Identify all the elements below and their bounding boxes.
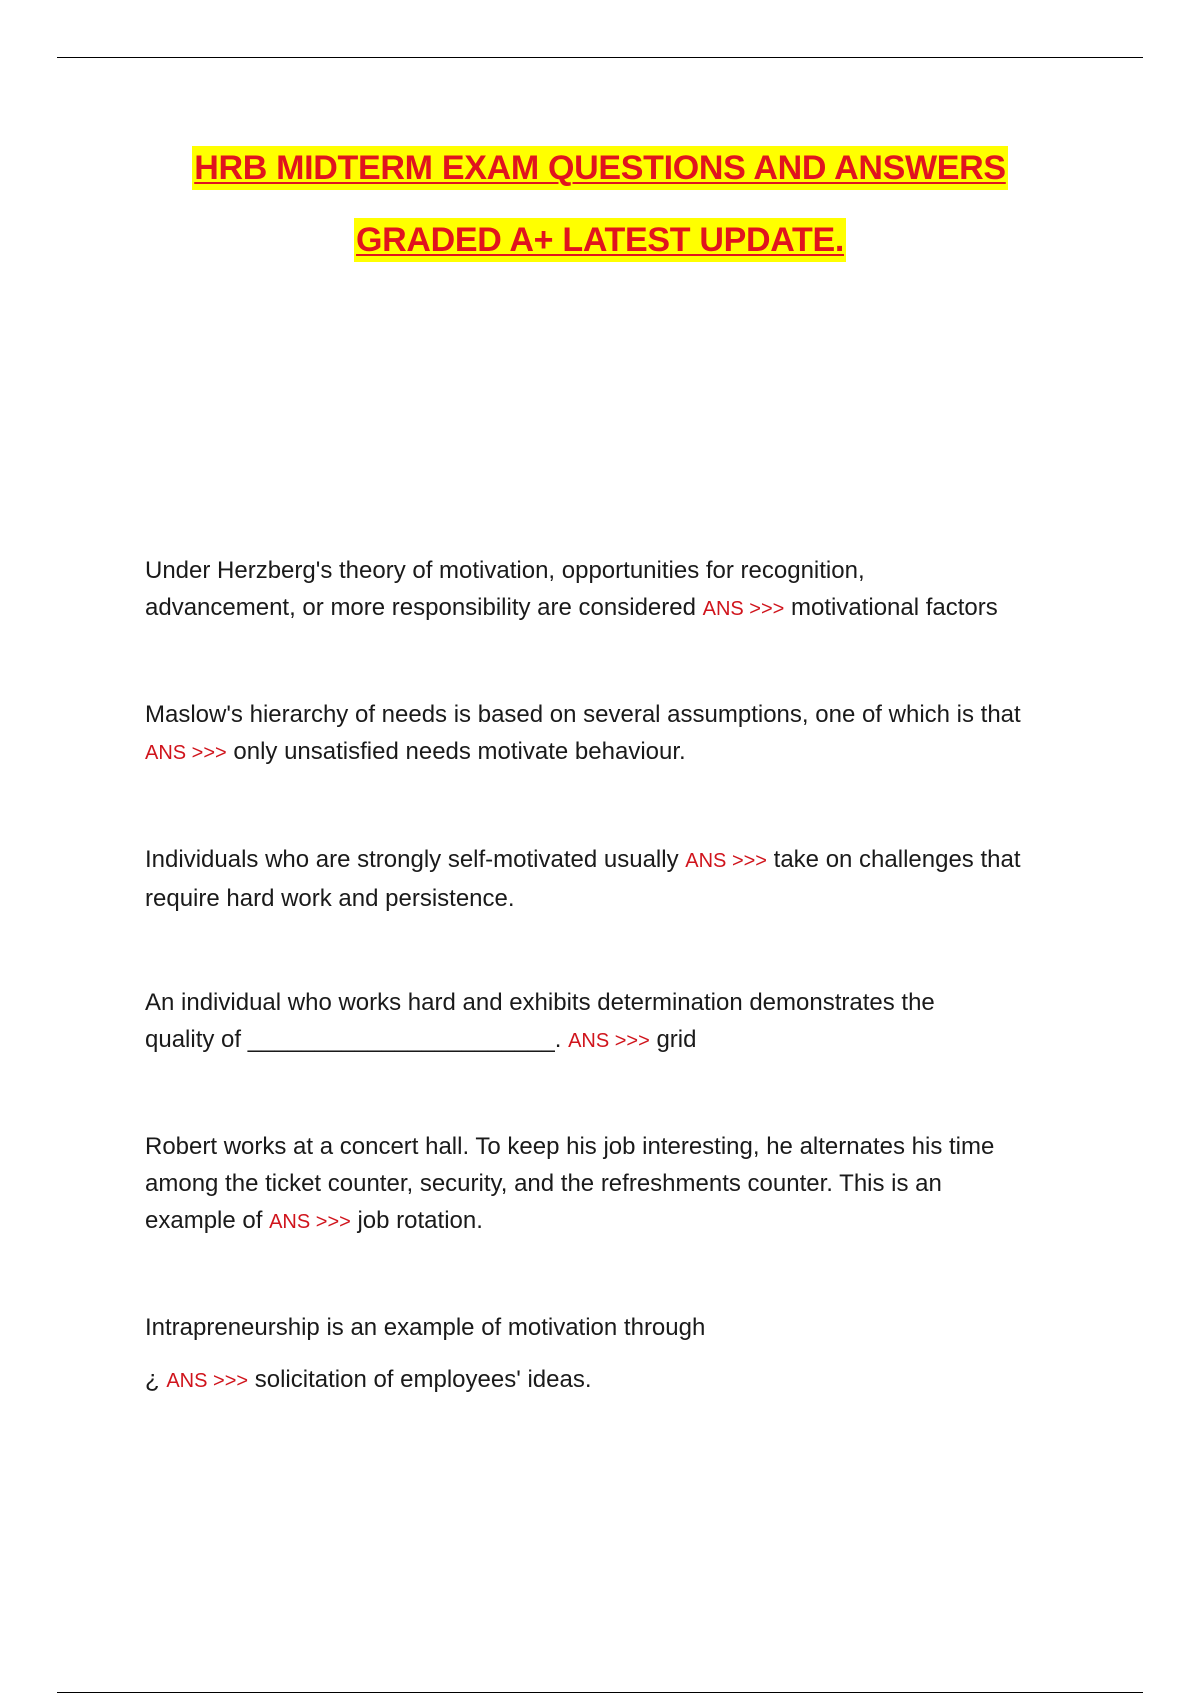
question-item-4 [145, 984, 935, 1060]
answer-text: take on challenges that [773, 846, 1021, 873]
document-title [0, 146, 1200, 290]
question-text: Under Herzberg's theory of motivation, opportunities for recognition, [145, 557, 865, 584]
question-text: Robert works at a concert hall. To keep his job interesting, he alternates his time [145, 1133, 995, 1160]
question-item-2 [145, 696, 1021, 772]
question-text: example of [145, 1207, 263, 1234]
question-text: advancement, or more responsibility are considered [145, 594, 696, 621]
answer-text: require hard work and persistence. [145, 885, 515, 912]
answer-marker: ANS >>> [145, 742, 227, 764]
question-text: An individual who works hard and exhibits determination demonstrates the [145, 989, 935, 1016]
answer-text: only unsatisfied needs motivate behaviour. [233, 738, 686, 765]
answer-line-6 [145, 1361, 592, 1400]
answer-marker: ANS >>> [702, 598, 785, 620]
answer-marker: ANS >>> [269, 1211, 351, 1233]
question-item-1 [145, 552, 998, 628]
answer-text: grid [656, 1026, 697, 1053]
answer-text: solicitation of employees' ideas. [254, 1366, 592, 1393]
answer-marker: ANS >>> [685, 850, 767, 872]
answer-marker: ANS >>> [166, 1370, 249, 1392]
question-item-3 [145, 841, 1021, 917]
title-line-1: HRB MIDTERM EXAM QUESTIONS AND ANSWERS [192, 146, 1008, 190]
question-item-6 [145, 1309, 705, 1346]
top-rule [57, 57, 1143, 58]
answer-prefix: ¿ [145, 1366, 160, 1393]
question-text: among the ticket counter, security, and the refreshments counter. This is an [145, 1170, 942, 1197]
bottom-rule [57, 1692, 1143, 1693]
question-text: Intrapreneurship is an example of motivation through [145, 1314, 706, 1341]
answer-marker: ANS >>> [568, 1030, 650, 1052]
title-line-2: GRADED A+ LATEST UPDATE. [354, 218, 846, 262]
question-text: Individuals who are strongly self-motivated usually [145, 846, 679, 873]
answer-text: motivational factors [791, 594, 998, 621]
question-text: Maslow's hierarchy of needs is based on several assumptions, one of which is that [145, 701, 1021, 728]
question-item-5 [145, 1128, 994, 1241]
answer-text: job rotation. [357, 1207, 483, 1234]
question-text: quality of _______________________. [145, 1026, 562, 1053]
